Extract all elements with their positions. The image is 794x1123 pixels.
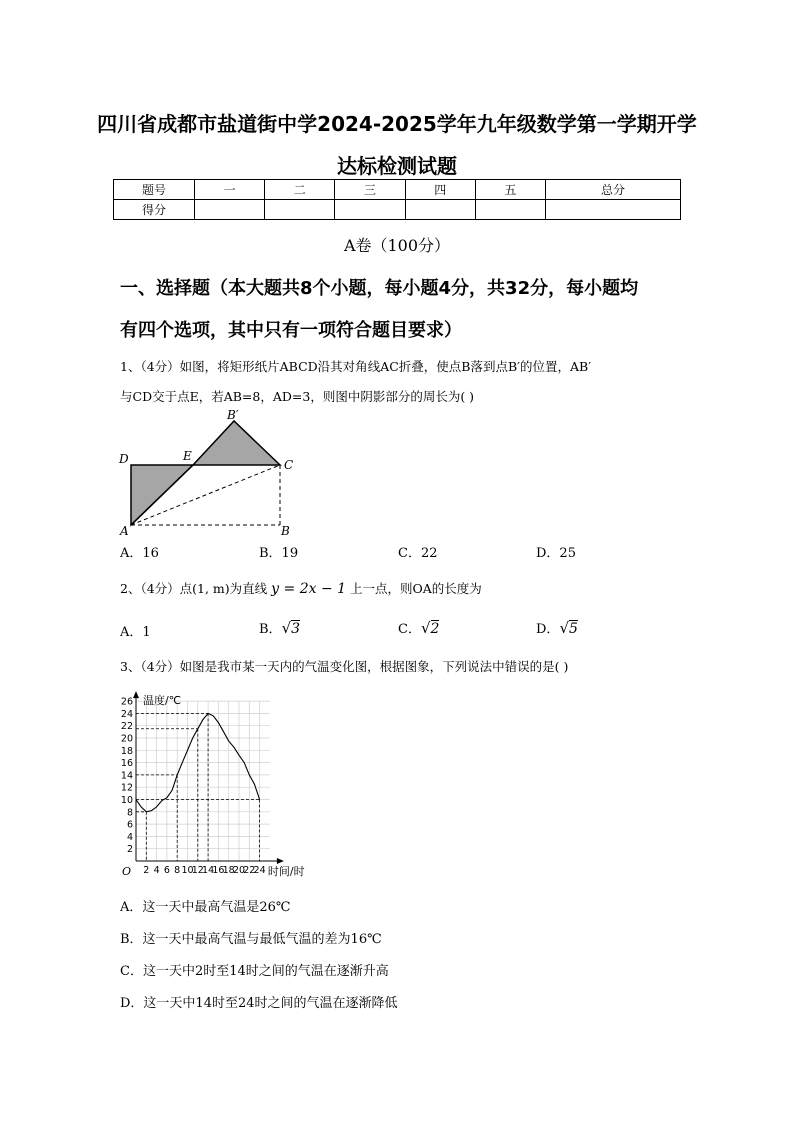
q2-option-c-radicand: 2 <box>430 621 440 637</box>
x-tick-label: 16 <box>212 865 225 876</box>
q2-option-c <box>398 618 439 637</box>
q1-option-a: A．16 <box>120 546 159 561</box>
q2-equation: y = 2x − 1 <box>271 581 347 597</box>
score-cell <box>195 200 265 220</box>
score-table-header-cell: 四 <box>405 180 475 200</box>
score-cell <box>265 200 335 220</box>
y-tick-label: 24 <box>120 708 133 720</box>
score-table-header-cell: 总分 <box>546 180 681 200</box>
x-tick-label: 22 <box>243 865 256 876</box>
score-cell <box>405 200 475 220</box>
x-tick-label: 20 <box>232 865 246 876</box>
score-table-header-cell: 三 <box>335 180 405 200</box>
q2-prefix: 2、（4分）点(1, m)为直线 <box>120 581 268 596</box>
sqrt-sign: √ <box>559 619 569 637</box>
q2-option-b <box>259 618 300 637</box>
y-tick-label: 8 <box>126 807 133 819</box>
score-table-row-label: 得分 <box>114 200 195 220</box>
q1-figure <box>110 405 310 540</box>
y-tick-label: 18 <box>120 745 133 757</box>
x-tick-label: 14 <box>202 865 215 876</box>
label-b-prime: B′ <box>227 408 239 422</box>
temperature-chart <box>112 680 362 885</box>
y-axis-label: 温度/℃ <box>143 694 182 708</box>
x-axis-arrow <box>277 858 284 864</box>
x-tick-label: 18 <box>222 865 235 876</box>
q3-text: 3、（4分）如图是我市某一天内的气温变化图，根据图象，下列说法中错误的是( ) <box>120 659 569 674</box>
q2-option-b-label: B． <box>259 622 282 637</box>
shaded-triangle-eb-prime-c <box>193 421 280 465</box>
q2-option-c-label: C． <box>398 622 421 637</box>
y-tick-label: 20 <box>120 733 133 745</box>
q1-text-line2: 与CD交于点E，若AB=8，AD=3，则图中阴影部分的周长为( ) <box>120 389 475 404</box>
x-tick-label: 4 <box>153 865 160 876</box>
q1-text-line1: 1、（4分）如图，将矩形纸片ABCD沿其对角线AC折叠，使点B落到点B′的位置，AB′ <box>120 359 592 374</box>
q2-text <box>120 579 482 597</box>
x-tick-label: 2 <box>143 865 150 876</box>
score-table-header-row <box>114 180 681 200</box>
q2-option-d-label: D． <box>536 622 560 637</box>
y-tick-label: 22 <box>120 721 133 733</box>
exam-title-line1: 四川省成都市盐道街中学2024-2025学年九年级数学第一学期开学 <box>97 112 697 136</box>
label-a: A <box>120 524 129 538</box>
score-table-header-cell: 二 <box>265 180 335 200</box>
x-tick-label: 6 <box>163 865 170 876</box>
x-tick-label: 12 <box>191 865 204 876</box>
sqrt-sign: √ <box>281 619 292 637</box>
score-cell <box>546 200 681 220</box>
q3-option-d: D．这一天中14时至24时之间的气温在逐渐降低 <box>120 996 398 1011</box>
q2-option-d <box>536 618 578 637</box>
sqrt-sign: √ <box>420 619 431 637</box>
q3-option-a: A．这一天中最高气温是26℃ <box>120 900 291 915</box>
score-table-header-cell: 题号 <box>114 180 195 200</box>
origin-label: O <box>122 865 132 878</box>
y-tick-label: 14 <box>120 770 133 782</box>
q3-option-c: C．这一天中2时至14时之间的气温在逐渐升高 <box>120 964 389 979</box>
label-b: B <box>281 524 290 538</box>
volume-label: A卷（100分） <box>343 236 451 255</box>
y-tick-label: 26 <box>120 696 133 708</box>
q1-option-d: D．25 <box>536 546 576 561</box>
y-tick-label: 10 <box>120 795 133 806</box>
q1-option-c: C．22 <box>398 546 438 561</box>
y-tick-label: 16 <box>120 758 133 770</box>
x-tick-label: 10 <box>181 865 194 876</box>
section-heading-line2: 有四个选项，其中只有一项符合题目要求） <box>120 320 462 341</box>
score-cell <box>475 200 545 220</box>
x-tick-label: 24 <box>253 865 266 876</box>
q1-option-b: B．19 <box>259 546 299 561</box>
label-e: E <box>183 449 192 463</box>
y-tick-label: 4 <box>126 831 133 843</box>
q2-suffix: 上一点，则OA的长度为 <box>350 581 482 596</box>
y-axis-arrow <box>133 691 139 698</box>
q2-option-b-radicand: 3 <box>291 621 301 637</box>
score-table-header-cell: 一 <box>195 180 265 200</box>
score-table-header-cell: 五 <box>475 180 545 200</box>
q2-option-a: A．1 <box>120 625 151 640</box>
x-axis-label: 时间/时 <box>267 865 305 878</box>
y-tick-label: 2 <box>126 844 133 856</box>
q3-option-b: B．这一天中最高气温与最低气温的差为16℃ <box>120 932 382 947</box>
exam-title-line2: 达标检测试题 <box>337 154 457 178</box>
section-heading-line1: 一、选择题（本大题共8个小题，每小题4分，共32分，每小题均 <box>120 278 639 299</box>
score-cell <box>335 200 405 220</box>
score-table <box>113 179 681 220</box>
y-tick-label: 6 <box>126 819 133 831</box>
label-d: D <box>119 452 129 466</box>
y-tick-label: 12 <box>120 782 133 794</box>
label-c: C <box>284 458 294 472</box>
q2-option-d-radicand: 5 <box>569 621 578 637</box>
x-tick-label: 8 <box>174 865 181 876</box>
score-table-score-row <box>114 200 681 220</box>
